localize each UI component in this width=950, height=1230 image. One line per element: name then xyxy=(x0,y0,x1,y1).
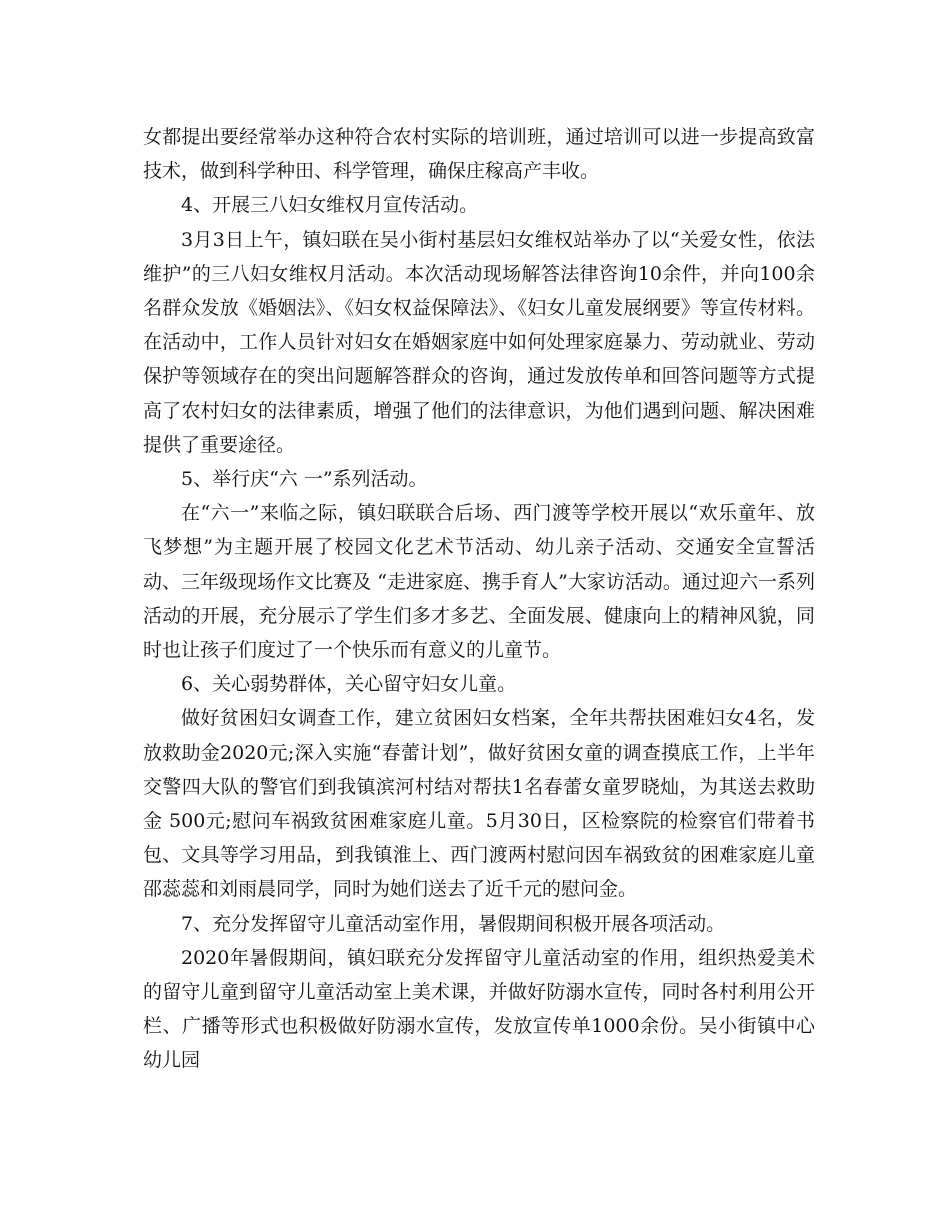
paragraph-section-7: 2020年暑假期间，镇妇联充分发挥留守儿童活动室的作用，组织热爱美术的留守儿童到留守儿童活动室上美术课，并做好防溺水宣传，同时各村利用公开栏、广播等形式也积极做好防溺水宣传，发放宣传单1000余份。吴小街镇中心幼儿园 xyxy=(143,946,815,1072)
section-heading-5: 5、举行庆“六 一”系列活动。 xyxy=(181,468,428,491)
section-heading-6: 6、关心弱势群体，关心留守妇女儿童。 xyxy=(181,673,517,696)
paragraph-section-6: 做好贫困妇女调查工作，建立贫困妇女档案，全年共帮扶困难妇女4名，发放救助金2020元;深入实施“春蕾计划”，做好贫困女童的调查摸底工作，上半年交警四大队的警官们到我镇滨河村结对帮扶1名春蕾女童罗晓灿，为其送去救助金 500元;慰问车祸致贫困难家庭儿童。5月30日，区检察院的检察官们带着书包、文具等学习用品，到我镇淮上、西门渡两村慰问因车祸致贫的困难家庭儿童邵蕊蕊和刘雨晨同学，同时为她们送去了近千元的慰问金。 xyxy=(143,707,815,901)
document-body xyxy=(143,120,815,1078)
section-heading-4: 4、开展三八妇女维权月宣传活动。 xyxy=(181,194,479,217)
paragraph-section-5: 在“六一”来临之际，镇妇联联合后场、西门渡等学校开展以“欢乐童年、放飞梦想”为主题开展了校园文化艺术节活动、幼儿亲子活动、交通安全宣誓活动、三年级现场作文比赛及 “走进家庭、携手育人”大家访活动。通过迎六一系列活动的开展，充分展示了学生们多才多艺、全面发展、健康向上的精神风貌，同时也让孩子们度过了一个快乐而有意义的儿童节。 xyxy=(143,502,815,662)
section-heading-7: 7、充分发挥留守儿童活动室作用，暑假期间积极开展各项活动。 xyxy=(181,912,726,935)
paragraph-section-4: 3月3日上午，镇妇联在吴小街村基层妇女维权站举办了以“关爱女性，依法维护”的三八妇女维权月活动。本次活动现场解答法律咨询10余件，并向100余名群众发放《婚姻法》、《妇女权益保障法》、《妇女儿童发展纲要》等宣传材料。在活动中，工作人员针对妇女在婚姻家庭中如何处理家庭暴力、劳动就业、劳动保护等领域存在的突出问题解答群众的咨询，通过发放传单和回答问题等方式提高了农村妇女的法律素质，增强了他们的法律意识，为他们遇到问题、解决困难提供了重要途径。 xyxy=(143,228,815,456)
paragraph-continuation: 女都提出要经常举办这种符合农村实际的培训班，通过培训可以进一步提高致富技术，做到科学种田、科学管理，确保庄稼高产丰收。 xyxy=(143,126,815,183)
